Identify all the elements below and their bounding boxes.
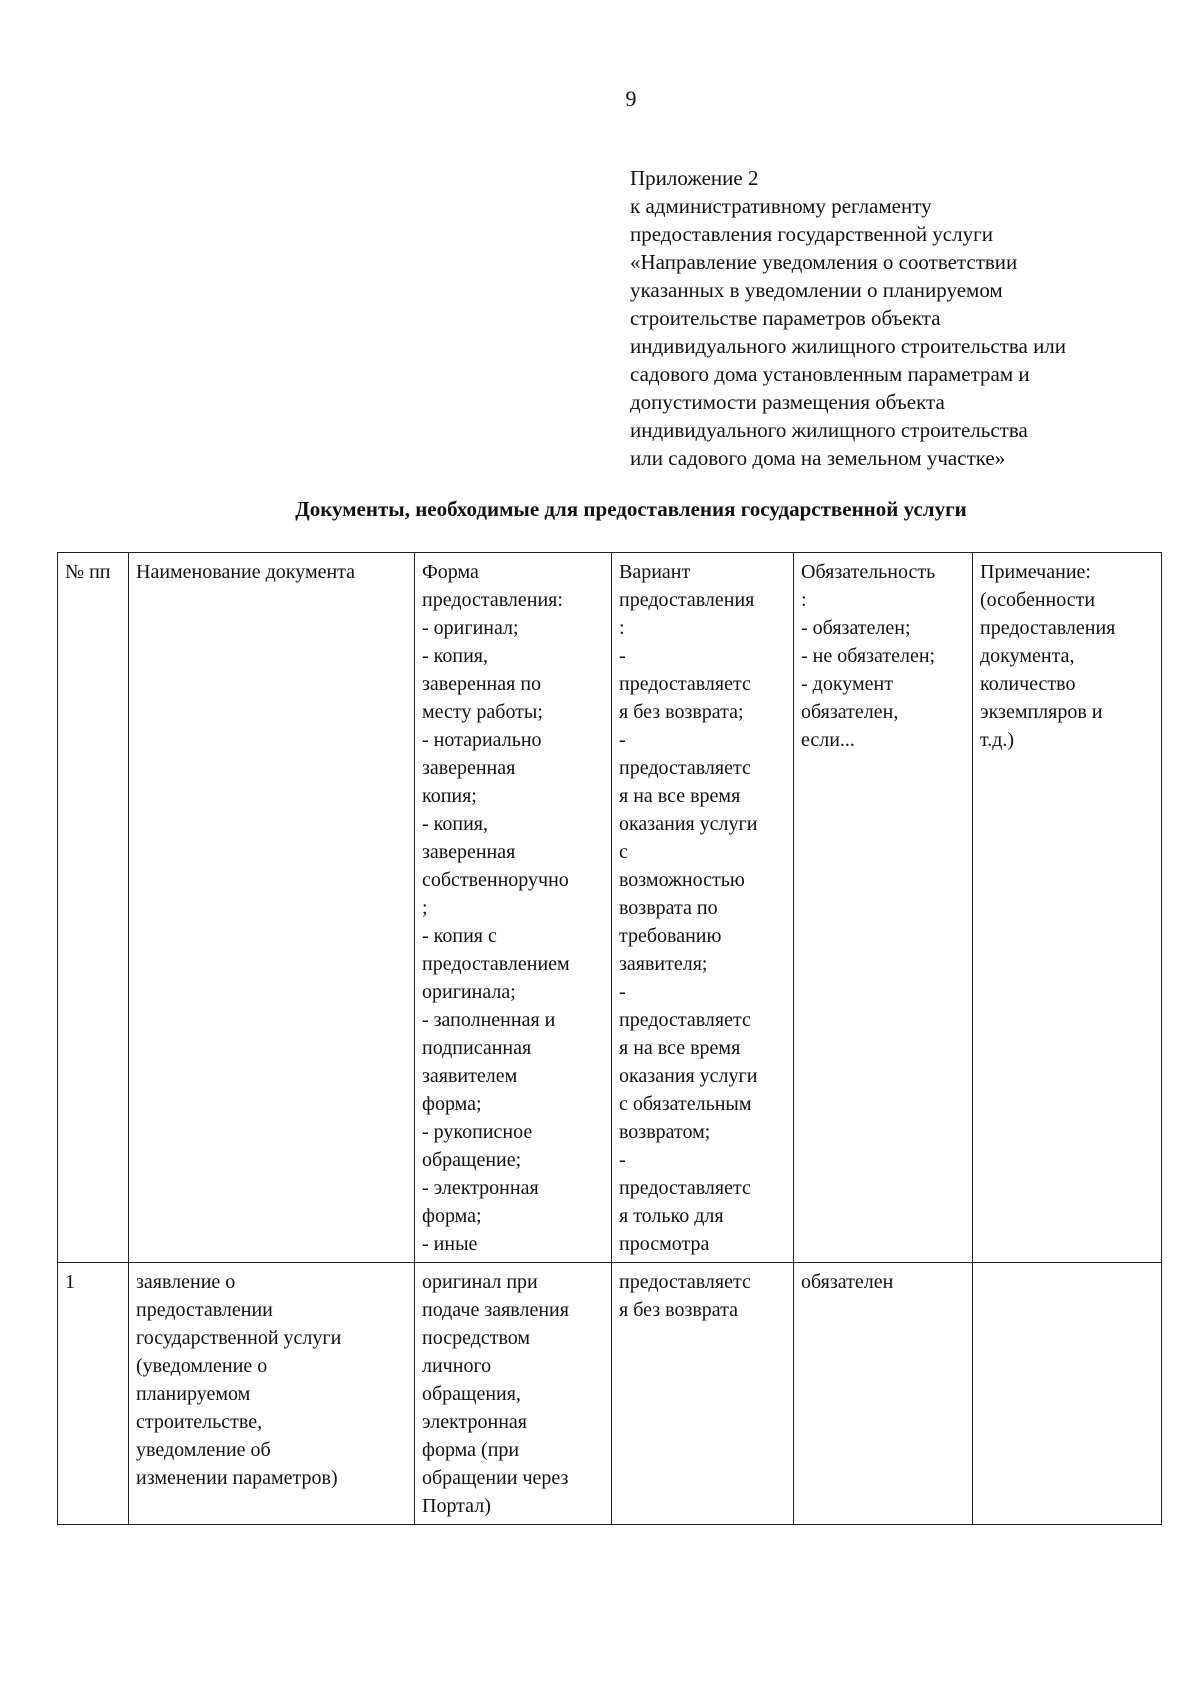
- appendix-line: садового дома установленным параметрам и: [630, 362, 1030, 386]
- appendix-line: строительстве параметров объекта: [630, 306, 941, 330]
- cell-text-line: собственноручно: [422, 869, 569, 891]
- cell-text-line: форма (при: [422, 1439, 520, 1461]
- cell-text-line: предоставляетс: [619, 757, 751, 779]
- cell-text-line: предоставляетс: [619, 673, 751, 695]
- header-cell-submission-form: [415, 553, 612, 1263]
- header-cell-obligation: [794, 553, 973, 1263]
- appendix-line: к административному регламенту: [630, 194, 932, 218]
- cell-text-line: № пп: [65, 561, 111, 583]
- cell-text-line: экземпляров и: [980, 701, 1103, 723]
- appendix-line: или садового дома на земельном участке»: [630, 446, 1006, 470]
- cell-text-line: обращении через: [422, 1467, 569, 1489]
- cell-text-line: оказания услуги: [619, 813, 758, 835]
- cell-text-line: -: [619, 981, 626, 1003]
- cell-text-line: предоставлением: [422, 953, 570, 975]
- appendix-line: Приложение 2: [630, 166, 759, 190]
- cell-text-line: предоставляетс: [619, 1177, 751, 1199]
- cell-text-line: - нотариально: [422, 729, 542, 751]
- cell-text-line: -: [619, 1149, 626, 1171]
- cell-text-line: электронная: [422, 1411, 527, 1433]
- cell-text-line: - иные: [422, 1233, 478, 1255]
- cell-text-line: форма;: [422, 1093, 482, 1115]
- cell-text-line: обращения,: [422, 1383, 521, 1405]
- cell-text-line: месту работы;: [422, 701, 543, 723]
- cell-text-line: заявителем: [422, 1065, 518, 1087]
- cell-text-line: предоставляетс: [619, 1009, 751, 1031]
- cell-text-line: подписанная: [422, 1037, 532, 1059]
- appendix-line: индивидуального жилищного строительства: [630, 418, 1028, 442]
- cell-text-line: подаче заявления: [422, 1299, 569, 1321]
- cell-text-line: оригинал при: [422, 1271, 538, 1293]
- appendix-line: «Направление уведомления о соответствии: [630, 250, 1018, 274]
- cell-text-line: я только для: [619, 1205, 724, 1227]
- cell-document-name: [129, 1263, 415, 1525]
- cell-text-line: - копия с: [422, 925, 497, 947]
- cell-text-line: - копия,: [422, 813, 488, 835]
- appendix-header: [630, 164, 1170, 472]
- cell-text-line: если...: [801, 729, 855, 751]
- cell-text-line: :: [619, 617, 625, 639]
- cell-text-line: т.д.): [980, 729, 1015, 751]
- cell-text-line: строительстве,: [136, 1411, 263, 1433]
- cell-note: [973, 1263, 1162, 1525]
- cell-text-line: форма;: [422, 1205, 482, 1227]
- cell-text-line: - оригинал;: [422, 617, 519, 639]
- cell-text-line: - копия,: [422, 645, 488, 667]
- cell-text-line: планируемом: [136, 1383, 251, 1405]
- cell-number: [58, 1263, 129, 1525]
- cell-text-line: заверенная: [422, 841, 516, 863]
- cell-obligation: [794, 1263, 973, 1525]
- cell-submission-form: [415, 1263, 612, 1525]
- cell-text-line: обращение;: [422, 1149, 522, 1171]
- cell-text-line: я на все время: [619, 785, 741, 807]
- cell-text-line: оригинала;: [422, 981, 516, 1003]
- page-number: 9: [625, 86, 637, 111]
- cell-text-line: с обязательным: [619, 1093, 752, 1115]
- header-cell-submission-variant: [612, 553, 794, 1263]
- cell-text-line: Примечание:: [980, 561, 1091, 583]
- cell-text-line: -: [619, 729, 626, 751]
- cell-text-line: государственной услуги: [136, 1327, 342, 1349]
- cell-text-line: -: [619, 645, 626, 667]
- cell-text-line: предоставлении: [136, 1299, 273, 1321]
- cell-text-line: - заполненная и: [422, 1009, 556, 1031]
- cell-text-line: возвратом;: [619, 1121, 711, 1143]
- appendix-line: предоставления государственной услуги: [630, 222, 993, 246]
- table-row: [58, 1263, 1162, 1525]
- appendix-line: индивидуального жилищного строительства или: [630, 334, 1067, 358]
- cell-text-line: (уведомление о: [136, 1355, 268, 1377]
- cell-text-line: - не обязателен;: [801, 645, 936, 667]
- documents-table: [57, 552, 1162, 1525]
- cell-text-line: личного: [422, 1355, 492, 1377]
- cell-text-line: Вариант: [619, 561, 691, 583]
- cell-text-line: заявление о: [136, 1271, 236, 1293]
- cell-text-line: изменении параметров): [136, 1467, 338, 1489]
- cell-text-line: заверенная: [422, 757, 516, 779]
- cell-text-line: - обязателен;: [801, 617, 911, 639]
- cell-text-line: Обязательность: [801, 561, 936, 583]
- cell-text-line: - документ: [801, 673, 893, 695]
- cell-text-line: документа,: [980, 645, 1075, 667]
- cell-text-line: просмотра: [619, 1233, 710, 1255]
- cell-text-line: предоставления: [619, 589, 755, 611]
- cell-text-line: заверенная по: [422, 673, 542, 695]
- appendix-line: допустимости размещения объекта: [630, 390, 945, 414]
- cell-text-line: посредством: [422, 1327, 531, 1349]
- cell-text-line: Портал): [422, 1495, 491, 1517]
- cell-text-line: Форма: [422, 561, 479, 583]
- cell-text-line: количество: [980, 673, 1076, 695]
- cell-text-line: - электронная: [422, 1177, 539, 1199]
- cell-text-line: требованию: [619, 925, 722, 947]
- document-title: Документы, необходимые для предоставления государственной услуги: [295, 497, 967, 521]
- cell-text-line: (особенности: [980, 589, 1096, 611]
- header-cell-note: [973, 553, 1162, 1263]
- cell-text-line: :: [801, 589, 807, 611]
- cell-text-line: предоставления:: [422, 589, 563, 611]
- cell-text-line: ;: [422, 897, 428, 919]
- cell-text-line: я без возврата;: [619, 701, 744, 723]
- cell-text-line: Наименование документа: [136, 561, 356, 583]
- cell-text-line: заявителя;: [619, 953, 708, 975]
- table-header-row: [58, 553, 1162, 1263]
- cell-text-line: обязателен,: [801, 701, 899, 723]
- cell-text-line: я на все время: [619, 1037, 741, 1059]
- cell-text-line: оказания услуги: [619, 1065, 758, 1087]
- cell-text-line: уведомление об: [136, 1439, 271, 1461]
- cell-text-line: обязателен: [801, 1271, 894, 1293]
- cell-text-line: предоставляетс: [619, 1271, 751, 1293]
- cell-text-line: с: [619, 841, 628, 863]
- cell-text-line: - рукописное: [422, 1121, 533, 1143]
- appendix-line: указанных в уведомлении о планируемом: [630, 278, 1003, 302]
- header-cell-number: [58, 553, 129, 1263]
- cell-text-line: я без возврата: [619, 1299, 739, 1321]
- cell-submission-variant: [612, 1263, 794, 1525]
- cell-text-line: предоставления: [980, 617, 1116, 639]
- cell-text-line: копия;: [422, 785, 477, 807]
- header-cell-document-name: [129, 553, 415, 1263]
- cell-text-line: возврата по: [619, 897, 718, 919]
- cell-text-line: возможностью: [619, 869, 745, 891]
- cell-text-line: 1: [65, 1271, 75, 1293]
